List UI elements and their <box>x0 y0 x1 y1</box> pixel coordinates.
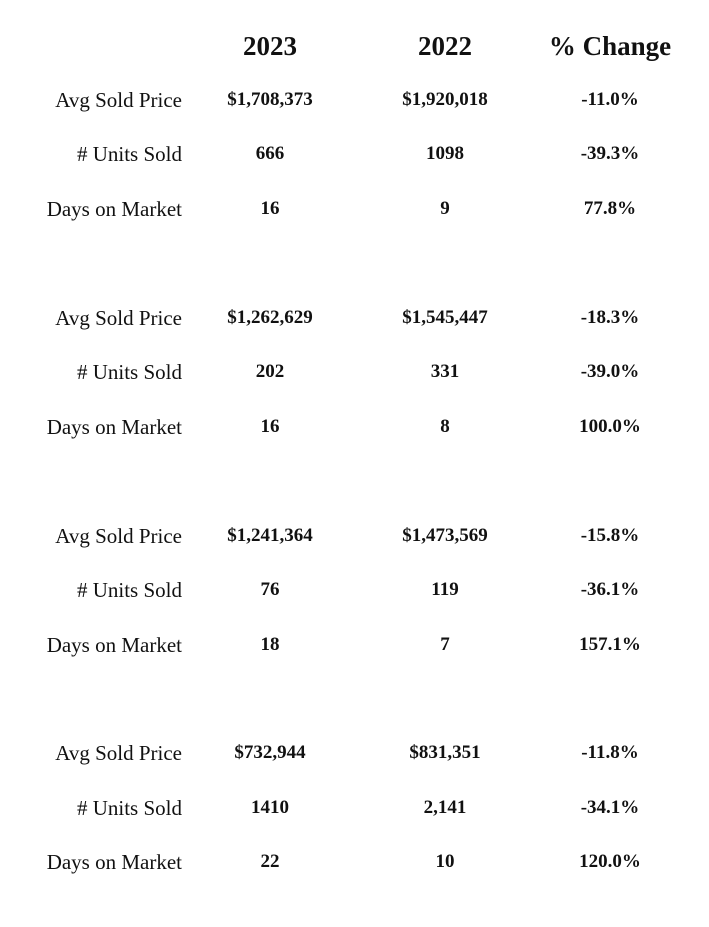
value-2023: 22 <box>260 851 280 872</box>
table-row <box>0 630 709 660</box>
value-2022: 7 <box>440 634 450 655</box>
value-2022: 331 <box>430 361 460 382</box>
row-label: # Units Sold <box>76 578 182 602</box>
value-2023: 16 <box>260 416 280 437</box>
table-row <box>0 412 709 442</box>
row-label: Avg Sold Price <box>55 306 182 330</box>
row-label: Avg Sold Price <box>55 524 182 548</box>
value-2023: 76 <box>260 579 280 600</box>
value-2023: $1,262,629 <box>227 307 313 328</box>
table-row <box>0 847 709 877</box>
value-percent-change: 77.8% <box>583 198 637 219</box>
value-percent-change: -34.1% <box>580 797 640 818</box>
row-label: Avg Sold Price <box>55 741 182 765</box>
table-row <box>0 738 709 768</box>
value-2022: $1,545,447 <box>402 307 488 328</box>
value-percent-change: 100.0% <box>579 416 641 437</box>
row-label: Avg Sold Price <box>55 88 182 112</box>
value-2022: 119 <box>431 579 459 600</box>
table-row <box>0 521 709 551</box>
value-2023: 202 <box>255 361 285 382</box>
value-2023: $1,241,364 <box>227 525 313 546</box>
row-label: Days on Market <box>46 197 182 221</box>
value-percent-change: -39.3% <box>580 143 640 164</box>
table-row <box>0 575 709 605</box>
value-2023: 666 <box>255 143 285 164</box>
value-percent-change: -36.1% <box>580 579 640 600</box>
table-row <box>0 139 709 169</box>
value-percent-change: -11.0% <box>581 89 639 110</box>
value-percent-change: -39.0% <box>580 361 640 382</box>
column-header-2023: 2023 <box>243 31 297 61</box>
column-header-2022: 2022 <box>418 31 472 61</box>
value-2022: 8 <box>440 416 450 437</box>
value-2022: $1,920,018 <box>402 89 488 110</box>
value-2023: $1,708,373 <box>227 89 313 110</box>
value-2022: 1098 <box>426 143 464 164</box>
value-percent-change: -18.3% <box>580 307 640 328</box>
table-row <box>0 357 709 387</box>
value-2022: $831,351 <box>409 742 481 763</box>
row-label: # Units Sold <box>76 796 182 820</box>
row-label: Days on Market <box>46 850 182 874</box>
value-2022: 9 <box>440 198 450 219</box>
table-row <box>0 194 709 224</box>
value-percent-change: -15.8% <box>580 525 640 546</box>
table-row <box>0 85 709 115</box>
table-row <box>0 303 709 333</box>
value-2022: 2,141 <box>423 797 467 818</box>
row-label: Days on Market <box>46 633 182 657</box>
value-2023: 1410 <box>251 797 289 818</box>
value-2022: 10 <box>435 851 455 872</box>
row-label: # Units Sold <box>76 142 182 166</box>
value-percent-change: 120.0% <box>579 851 641 872</box>
value-2023: $732,944 <box>234 742 306 763</box>
value-2023: 16 <box>260 198 280 219</box>
value-percent-change: 157.1% <box>579 634 641 655</box>
column-header-percent-change: % Change <box>548 31 672 61</box>
value-2022: $1,473,569 <box>402 525 488 546</box>
value-2023: 18 <box>260 634 280 655</box>
value-percent-change: -11.8% <box>581 742 639 763</box>
row-label: Days on Market <box>46 415 182 439</box>
row-label: # Units Sold <box>76 360 182 384</box>
table-row <box>0 793 709 823</box>
